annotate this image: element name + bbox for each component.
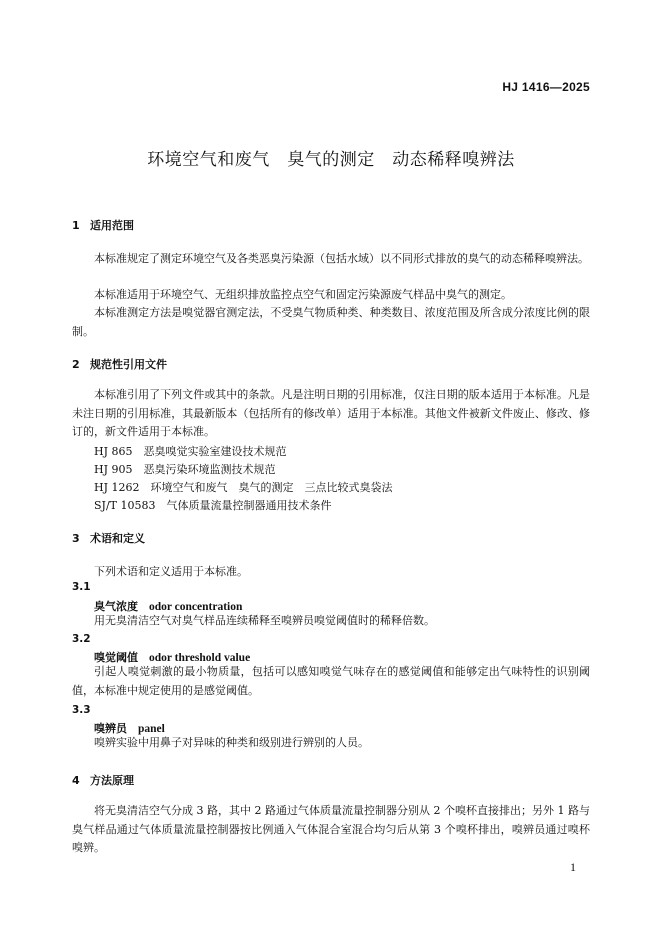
term-cn: 嗅辨员 bbox=[94, 722, 127, 735]
term-en: odor threshold value bbox=[149, 652, 251, 664]
section-3-heading bbox=[72, 530, 145, 546]
section-number: 1 bbox=[72, 219, 80, 232]
section-2-heading bbox=[72, 356, 167, 372]
section-number: 4 bbox=[72, 774, 80, 787]
section-1-paragraph-1: 本标准规定了测定环境空气及各类恶臭污染源（包括水域）以不同形式排放的臭气的动态稀释嗅辨法。 bbox=[94, 252, 589, 265]
reference-item: HJ 865 恶臭嗅觉实验室建设技术规范 bbox=[94, 445, 287, 458]
term-en: panel bbox=[138, 723, 165, 735]
section-1-heading bbox=[72, 217, 134, 233]
term-definition: 引起人嗅觉刺激的最小物质量，包括可以感知嗅觉气味存在的感觉阈值和能够定出气味特性的识别阈值，本标准中规定使用的是感觉阈值。 bbox=[72, 665, 590, 697]
section-title: 适用范围 bbox=[90, 219, 134, 232]
terms-intro: 下列术语和定义适用于本标准。 bbox=[94, 565, 248, 578]
section-4-paragraph-1: 将无臭清洁空气分成 3 路，其中 2 路通过气体质量流量控制器分别从 2 个嗅杯直接排出；另外 1 路与臭气样品通过气体质量流量控制器按比例通入气体混合室混合均匀后从第 3 个嗅杯排出，嗅辨员通过嗅杯嗅辨。 bbox=[72, 804, 590, 854]
page-number: 1 bbox=[570, 860, 576, 874]
term-number: 3.3 bbox=[72, 704, 91, 716]
reference-item: SJ/T 10583 气体质量流量控制器通用技术条件 bbox=[94, 499, 332, 512]
section-title: 规范性引用文件 bbox=[90, 358, 167, 371]
term-cn: 嗅觉阈值 bbox=[94, 651, 138, 664]
section-4-heading bbox=[72, 772, 134, 788]
term-number: 3.2 bbox=[72, 633, 91, 645]
term-definition: 用无臭清洁空气对臭气样品连续稀释至嗅辨员嗅觉阈值时的稀释倍数。 bbox=[94, 614, 435, 627]
section-2-paragraph-1: 本标准引用了下列文件或其中的条款。凡是注明日期的引用标准，仅注日期的版本适用于本标准。凡是未注日期的引用标准，其最新版本（包括所有的修改单）适用于本标准。其他文件被新文件废止、修改、修订的，新文件适用于本标准。 bbox=[72, 388, 590, 438]
term-en: odor concentration bbox=[149, 601, 243, 613]
document-title: 环境空气和废气 臭气的测定 动态稀释嗅辨法 bbox=[147, 150, 515, 170]
reference-item: HJ 1262 环境空气和废气 臭气的测定 三点比较式臭袋法 bbox=[94, 481, 393, 494]
section-1-paragraph-2: 本标准适用于环境空气、无组织排放监控点空气和固定污染源废气样品中臭气的测定。 bbox=[94, 288, 512, 301]
section-1-paragraph-3: 本标准测定方法是嗅觉器官测定法，不受臭气物质种类、种类数目、浓度范围及所含成分浓度比例的限制。 bbox=[72, 306, 590, 338]
section-number: 2 bbox=[72, 358, 80, 371]
term-cn: 臭气浓度 bbox=[94, 600, 138, 613]
standard-code: HJ 1416—2025 bbox=[502, 80, 590, 94]
term-number: 3.1 bbox=[72, 581, 91, 593]
reference-item: HJ 905 恶臭污染环境监测技术规范 bbox=[94, 463, 276, 476]
term-definition: 嗅辨实验中用鼻子对异味的种类和级别进行辨别的人员。 bbox=[94, 736, 369, 749]
section-title: 方法原理 bbox=[90, 774, 134, 787]
section-number: 3 bbox=[72, 532, 80, 545]
section-title: 术语和定义 bbox=[90, 532, 145, 545]
